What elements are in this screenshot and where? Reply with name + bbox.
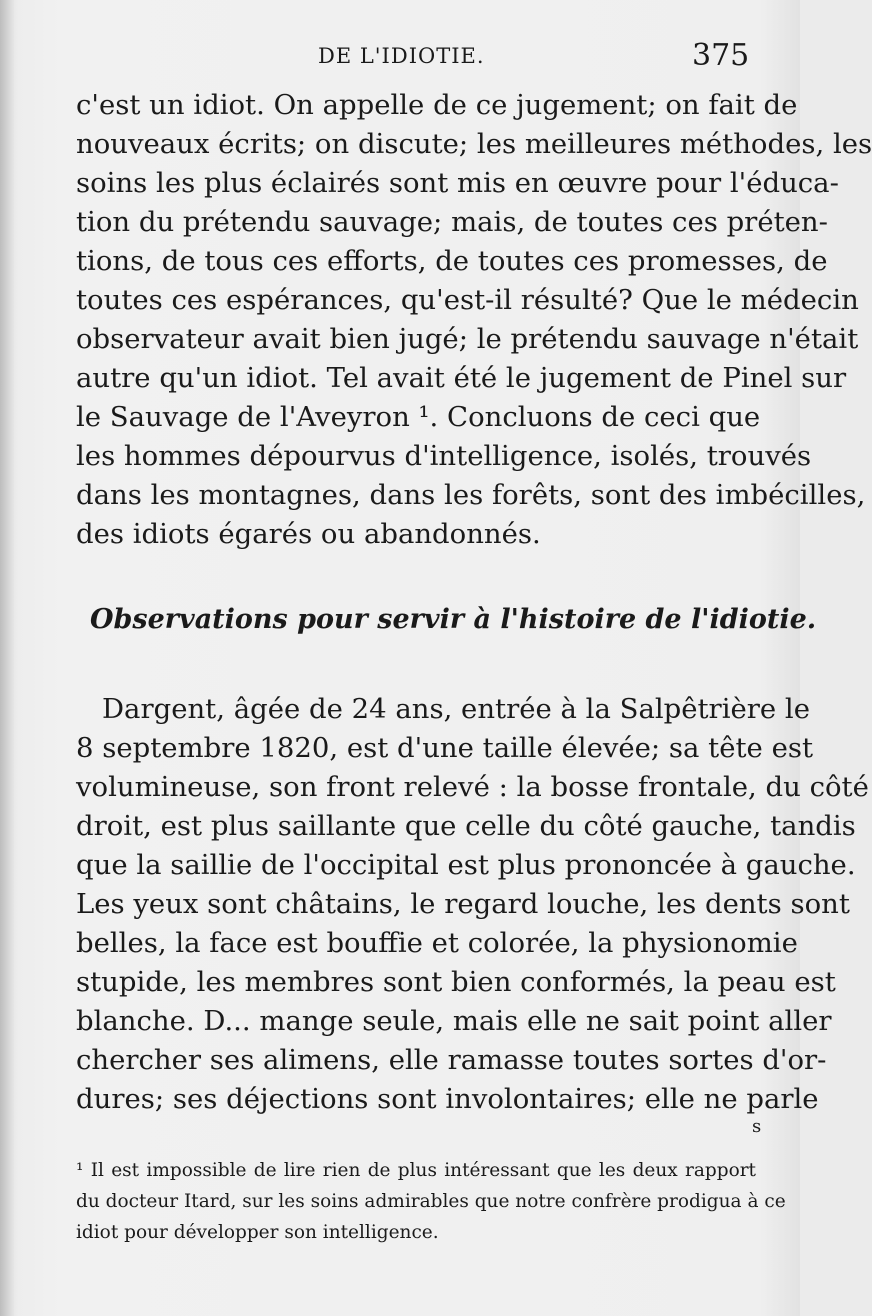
text-line: droit, est plus saillante que celle du côté gauche, tandis (76, 810, 856, 842)
catchword: s (752, 1116, 762, 1137)
running-head (0, 38, 800, 78)
text-line: blanche. D... mange seule, mais elle ne sait point aller (76, 1005, 832, 1037)
text-line: Dargent, âgée de 24 ans, entrée à la Salpêtrière le (102, 693, 811, 725)
text-line: stupide, les membres sont bien conformés, la peau est (76, 966, 836, 998)
text-line: toutes ces espérances, qu'est-il résulté? Que le médecin (76, 284, 859, 316)
text-line: le Sauvage de l'Aveyron ¹. Concluons de ceci que (76, 401, 761, 433)
text-line: observateur avait bien jugé; le prétendu sauvage n'était (76, 323, 859, 355)
text-line: que la saillie de l'occipital est plus prononcée à gauche. (76, 849, 856, 881)
text-line: tions, de tous ces efforts, de toutes ces promesses, de (76, 245, 828, 277)
text-line: les hommes dépourvus d'intelligence, isolés, trouvés (76, 440, 812, 472)
text-line: dans les montagnes, dans les forêts, sont des imbécilles, (76, 479, 866, 511)
page-edge-shadow (0, 0, 14, 1316)
text-line: chercher ses alimens, elle ramasse toutes sortes d'or- (76, 1044, 827, 1076)
text-line: nouveaux écrits; on discute; les meilleures méthodes, les (76, 128, 872, 160)
text-line: c'est un idiot. On appelle de ce jugement; on fait de (76, 89, 798, 121)
text-line: volumineuse, son front relevé : la bosse frontale, du côté (76, 771, 869, 803)
running-head-title: DE L'IDIOTIE. (318, 44, 485, 68)
text-line: Les yeux sont châtains, le regard louche, les dents sont (76, 888, 850, 920)
text-line: belles, la face est bouffie et colorée, la physionomie (76, 927, 798, 959)
text-line: soins les plus éclairés sont mis en œuvre pour l'éduca- (76, 167, 839, 199)
text-line: autre qu'un idiot. Tel avait été le jugement de Pinel sur (76, 362, 847, 394)
text-line: 8 septembre 1820, est d'une taille élevée; sa tête est (76, 732, 814, 764)
footnote-line: idiot pour développer son intelligence. (76, 1222, 439, 1243)
footnote-line: du docteur Itard, sur les soins admirables que notre confrère prodigua à ce (76, 1191, 786, 1212)
page-number: 375 (692, 38, 750, 73)
text-line: tion du prétendu sauvage; mais, de toutes ces préten- (76, 206, 828, 238)
text-line: dures; ses déjections sont involontaires; elle ne parle (76, 1083, 819, 1115)
text-line: des idiots égarés ou abandonnés. (76, 518, 541, 550)
section-heading: Observations pour servir à l'histoire de l'idiotie. (90, 604, 817, 635)
footnote-line: ¹ Il est impossible de lire rien de plus intéressant que les deux rapport (76, 1160, 756, 1181)
